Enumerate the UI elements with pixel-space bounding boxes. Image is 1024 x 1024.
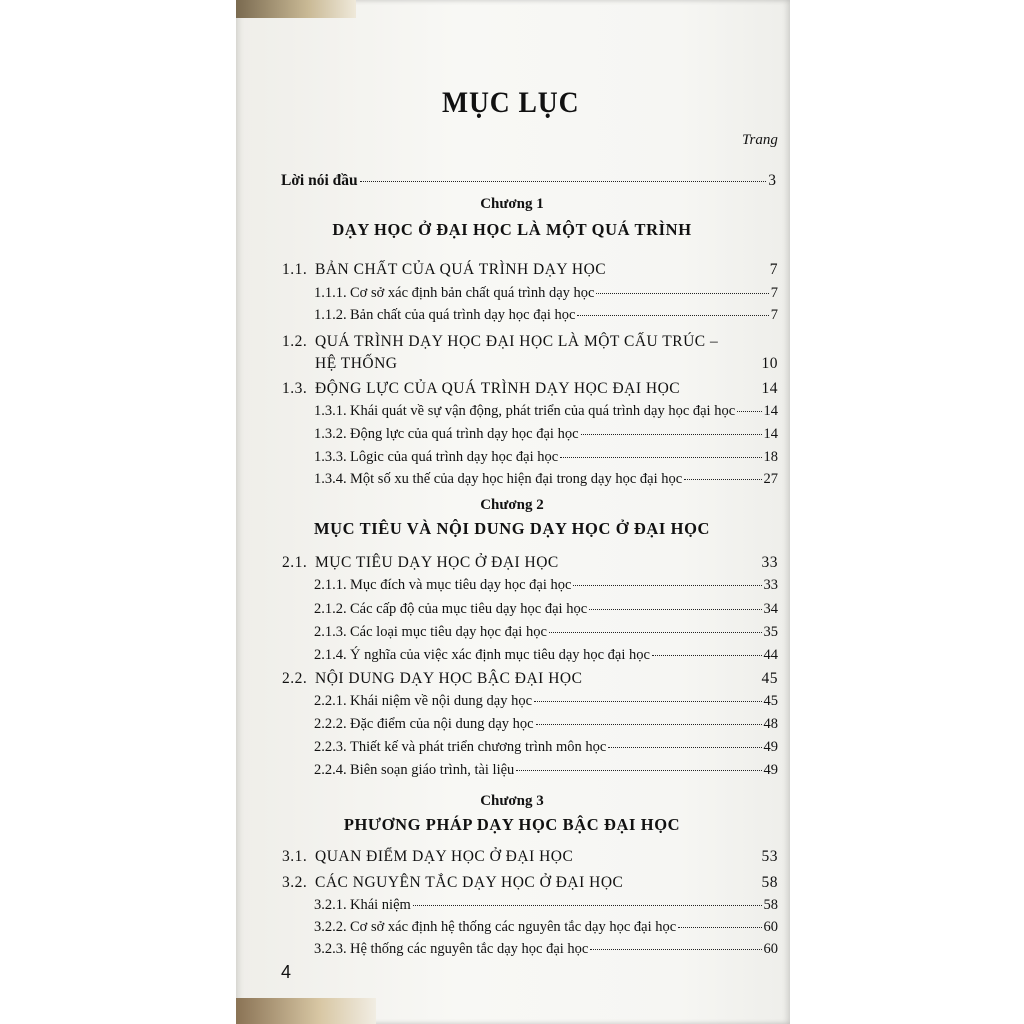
toc-entry-subsection: 2.1.1. Mục đích và mục tiêu dạy học đại học 33 (314, 577, 778, 593)
chapter-title: PHƯƠNG PHÁP DẠY HỌC BẬC ĐẠI HỌC (343, 815, 681, 834)
dot-leader (678, 927, 761, 928)
toc-entry-section: 1.1. BẢN CHẤT CỦA QUÁ TRÌNH DẠY HỌC 7 (282, 261, 778, 278)
dot-leader (684, 479, 761, 480)
toc-entry-subsection: 2.2.1. Khái niệm về nội dung dạy học 45 (314, 693, 778, 709)
page-column-label: Trang (742, 132, 778, 148)
toc-entry-subsection: 2.1.3. Các loại mục tiêu dạy học đại học 35 (314, 624, 778, 640)
dot-leader (516, 770, 761, 771)
toc-entry-subsection: 1.1.1. Cơ sở xác định bản chất quá trình dạy học 7 (314, 285, 778, 301)
dot-leader (536, 724, 762, 725)
toc-entry-subsection: 1.3.2. Động lực của quá trình dạy học đại học 14 (314, 426, 778, 442)
toc-entry-section-cont: HỆ THỐNG 10 (315, 355, 778, 372)
toc-entry-text: Lời nói đầu (281, 172, 358, 189)
toc-entry-section: 3.1. QUAN ĐIỂM DẠY HỌC Ở ĐẠI HỌC 53 (282, 848, 778, 865)
toc-entry-subsection: 3.2.3. Hệ thống các nguyên tắc dạy học đại học 60 (314, 941, 778, 957)
chapter-label: Chương 3 (480, 793, 544, 809)
toc-entry-subsection: 3.2.1. Khái niệm 58 (314, 897, 778, 913)
dot-leader (577, 315, 768, 316)
dot-leader (360, 181, 767, 182)
dot-leader (590, 949, 761, 950)
toc-entry-subsection: 3.2.2. Cơ sở xác định hệ thống các nguyên tắc dạy học đại học 60 (314, 919, 778, 935)
dot-leader (549, 632, 762, 633)
toc-entry-subsection: 2.2.4. Biên soạn giáo trình, tài liệu 49 (314, 762, 778, 778)
chapter-title: DẠY HỌC Ở ĐẠI HỌC LÀ MỘT QUÁ TRÌNH (332, 220, 692, 239)
page-title: MỤC LỤC (442, 86, 580, 119)
toc-entry-preface (281, 172, 776, 190)
dot-leader (413, 905, 762, 906)
toc-entry-subsection: 2.2.2. Đặc điểm của nội dung dạy học 48 (314, 716, 778, 732)
page-number: 4 (281, 962, 292, 982)
dot-leader (560, 457, 761, 458)
dot-leader (737, 411, 761, 412)
toc-entry-subsection: 1.3.4. Một số xu thế của dạy học hiện đại trong dạy học đại học 27 (314, 471, 778, 487)
dot-leader (534, 701, 761, 702)
dot-leader (652, 655, 762, 656)
toc-entry-section: 3.2. CÁC NGUYÊN TẮC DẠY HỌC Ở ĐẠI HỌC 58 (282, 874, 778, 891)
toc-entry-subsection: 1.3.1. Khái quát về sự vận động, phát triển của quá trình dạy học đại học 14 (314, 403, 778, 419)
toc-entry-subsection: 2.1.2. Các cấp độ của mục tiêu dạy học đại học 34 (314, 601, 778, 617)
dot-leader (581, 434, 762, 435)
chapter-label: Chương 1 (480, 196, 544, 212)
chapter-title: MỤC TIÊU VÀ NỘI DUNG DẠY HỌC Ở ĐẠI HỌC (313, 519, 711, 538)
toc-entry-section: 1.3. ĐỘNG LỰC CỦA QUÁ TRÌNH DẠY HỌC ĐẠI HỌC 14 (282, 380, 778, 397)
toc-entry-page: 3 (768, 172, 776, 189)
toc-entry-subsection: 1.1.2. Bản chất của quá trình dạy học đại học 7 (314, 307, 778, 323)
chapter-label: Chương 2 (480, 497, 544, 513)
toc-entry-subsection: 1.3.3. Lôgic của quá trình dạy học đại học 18 (314, 449, 778, 465)
dot-leader (589, 609, 761, 610)
toc-entry-section: 1.2. QUÁ TRÌNH DẠY HỌC ĐẠI HỌC LÀ MỘT CẤU TRÚC – (282, 333, 719, 350)
toc-entry-section: 2.1. MỤC TIÊU DẠY HỌC Ở ĐẠI HỌC 33 (282, 554, 778, 571)
dot-leader (596, 293, 768, 294)
adjacent-page-corner-bottom (236, 998, 376, 1024)
dot-leader (573, 585, 761, 586)
toc-entry-subsection: 2.2.3. Thiết kế và phát triển chương trình môn học 49 (314, 739, 778, 755)
toc-entry-subsection: 2.1.4. Ý nghĩa của việc xác định mục tiêu dạy học đại học 44 (314, 647, 778, 663)
dot-leader (608, 747, 761, 748)
adjacent-page-corner (236, 0, 356, 18)
toc-entry-section: 2.2. NỘI DUNG DẠY HỌC BẬC ĐẠI HỌC 45 (282, 670, 778, 687)
